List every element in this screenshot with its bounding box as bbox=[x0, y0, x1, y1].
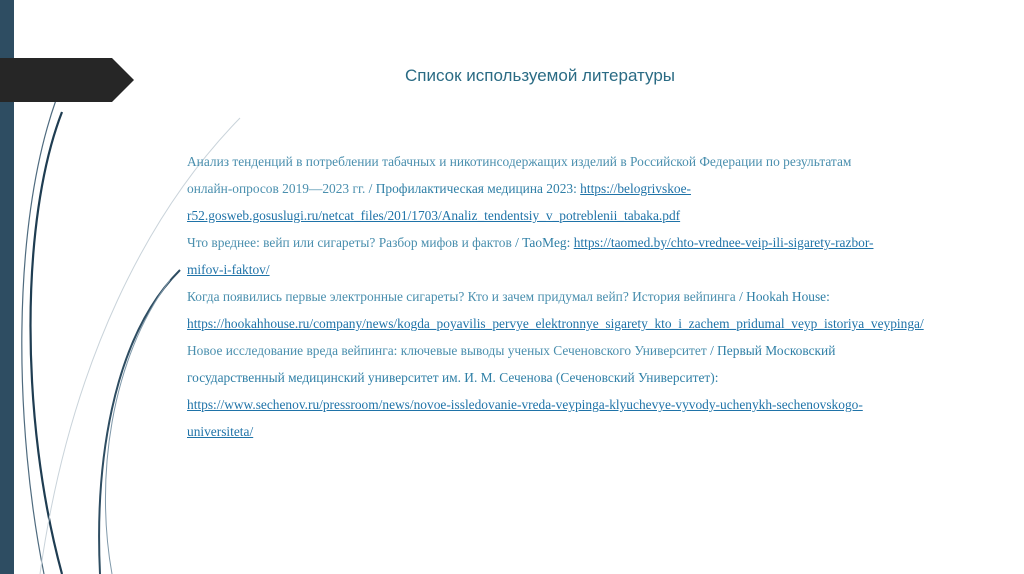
reference-source: / TaoMeg: bbox=[511, 235, 574, 250]
reference-title: Анализ тенденций в потреблении табачных и никотинсодержащих изделий в Российской Федерации по результатам онлайн-опросов 2019—2023 гг. bbox=[187, 154, 852, 196]
reference-source: / Профилактическая медицина 2023: bbox=[365, 181, 581, 196]
slide-title: Список используемой литературы bbox=[404, 66, 676, 85]
reference-source: / Первый Московский государственный медицинский университет им. И. М. Сеченова (Сеченовский Университет): bbox=[187, 343, 836, 385]
reference-item bbox=[187, 148, 892, 229]
references-list bbox=[187, 148, 924, 445]
title-tab-arrow bbox=[0, 58, 135, 102]
reference-item bbox=[187, 337, 892, 445]
reference-title: Новое исследование вреда вейпинга: ключевые выводы ученых Сеченовского Университет bbox=[187, 343, 707, 358]
reference-title: Когда появились первые электронные сигареты? Кто и зачем придумал вейп? История вейпинга bbox=[187, 289, 736, 304]
reference-title: Что вреднее: вейп или сигареты? Разбор мифов и фактов bbox=[187, 235, 512, 250]
reference-link[interactable]: https://www.sechenov.ru/pressroom/news/novoe-issledovanie-vreda-veypinga-klyuchevye-vyvody-uchenykh-sechenovskogo-universiteta/ bbox=[187, 397, 863, 439]
reference-link[interactable]: https://taomed.by/chto-vrednee-veip-ili-sigarety-razbor-mifov-i-faktov/ bbox=[187, 235, 874, 277]
reference-item bbox=[187, 283, 924, 337]
reference-item bbox=[187, 229, 892, 283]
reference-source: / Hookah House: bbox=[735, 289, 830, 304]
reference-link[interactable]: https://belogrivskoe-r52.gosweb.gosuslugi.ru/netcat_files/201/1703/Analiz_tendentsiy_v_potreblenii_tabaka.pdf bbox=[187, 181, 691, 223]
reference-link[interactable]: https://hookahhouse.ru/company/news/kogda_poyavilis_pervye_elektronnye_sigarety_kto_i_zachem_pridumal_veyp_istoriya_veypinga/ bbox=[187, 316, 924, 331]
